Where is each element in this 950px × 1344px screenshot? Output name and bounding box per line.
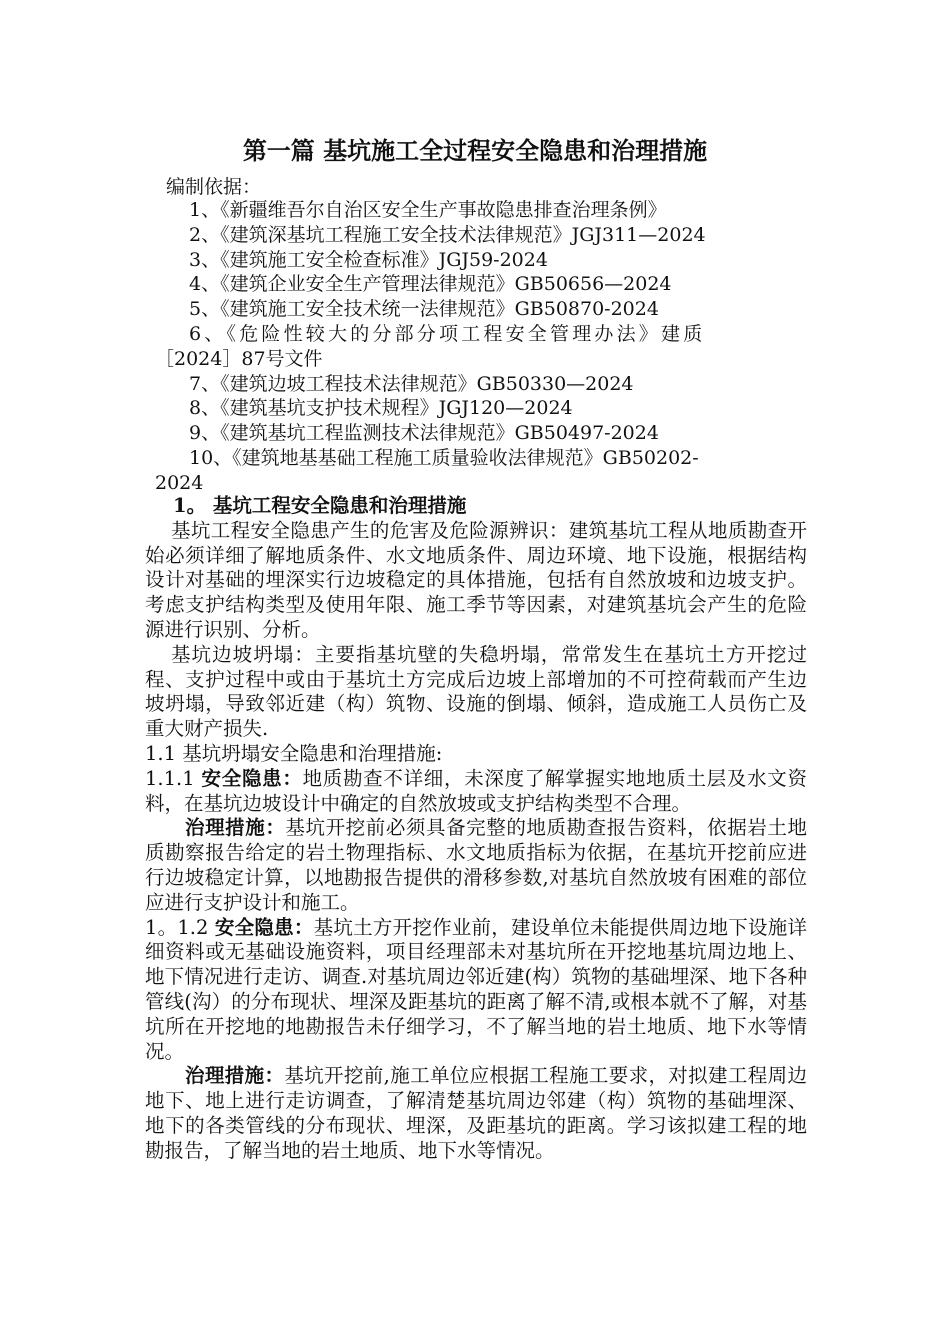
reference-item: 8、《建筑基坑支护技术规程》JGJ120—2024 xyxy=(189,397,573,420)
item-number: 1.1.1 xyxy=(145,766,202,790)
reference-item: 4、《建筑企业安全生产管理法律规范》GB50656—2024 xyxy=(189,273,672,296)
reference-item-continuation: ［2024］87号文件 xyxy=(155,347,323,370)
document-body xyxy=(145,494,807,1164)
hazard-text: 地质勘查不详细，未深度了解掌握实地地质土层及水文资料，在基坑边坡设计中确定的自然放坡或支护结构类型不合理。 xyxy=(145,766,807,815)
measure-text: 基坑开挖前必须具备完整的地质勘查报告资料，依据岩土地质勘察报告给定的岩土物理指标、水文地质指标为依据，在基坑开挖前应进行边坡稳定计算，以地勘报告提供的滑移参数,对基坑自然放坡有困难的部位应进行支护设计和施工。 xyxy=(145,816,807,914)
hazard-label: 安全隐患： xyxy=(214,915,314,939)
hazard-1-1-2 xyxy=(145,916,807,1065)
reference-item: 3、《建筑施工安全检查标准》JGJ59-2024 xyxy=(189,248,548,271)
measure-label: 治理措施： xyxy=(185,816,286,840)
reference-item: 7、《建筑边坡工程技术法律规范》GB50330—2024 xyxy=(189,372,634,395)
paragraph-slope-collapse: 基坑边坡坍塌：主要指基坑壁的失稳坍塌，常常发生在基坑土方开挖过程、支护过程中或由于基坑土方完成后边坡上部增加的不可控荷载而产生边坡坍塌，导致邻近建（构）筑物、设施的倒塌、倾斜，造成施工人员伤亡及重大财产损失. xyxy=(145,642,807,741)
paragraph-hazard-identification: 基坑工程安全隐患产生的危害及危险源辨识：建筑基坑工程从地质勘查开始必须详细了解地质条件、水文地质条件、周边环境、地下设施，根据结构设计对基础的埋深实行边坡稳定的具体措施，包括有自然放坡和边坡支护。考虑支护结构类型及使用年限、施工季节等因素，对建筑基坑会产生的危险源进行识别、分析。 xyxy=(145,518,807,641)
hazard-text: 基坑土方开挖作业前，建设单位未能提供周边地下设施详细资料或无基础设施资料，项目经理部未对基坑所在开挖地基坑周边地上、地下情况进行走访、调查.对基坑周边邻近建(构）筑物的基础埋深、地下各种管线(沟）的分布现状、埋深及距基坑的距离了解不清,或根本就不了解，对基坑所在开挖地的地勘报告未仔细学习，不了解当地的岩土地质、地下水等情况。 xyxy=(145,915,807,1063)
reference-list xyxy=(145,198,805,496)
item-number: 1。1.2 xyxy=(145,915,215,939)
reference-item-line: 6、《危险性较大的分部分项工程安全管理办法》建质 xyxy=(189,322,706,345)
subsection-heading: 1.1 基坑坍塌安全隐患和治理措施: xyxy=(145,741,443,765)
reference-item-continuation: 2024 xyxy=(155,471,204,494)
hazard-label: 安全隐患： xyxy=(201,766,303,790)
basis-label: 编制依据： xyxy=(166,176,262,198)
document-title: 第一篇 基坑施工全过程安全隐患和治理措施 xyxy=(242,136,708,165)
measure-1-1-1 xyxy=(145,816,807,915)
measure-1-1-2 xyxy=(145,1064,807,1163)
reference-item: 9、《建筑基坑工程监测技术法律规范》GB50497-2024 xyxy=(189,422,659,445)
reference-item xyxy=(145,322,805,372)
reference-item xyxy=(145,446,805,496)
measure-label: 治理措施： xyxy=(185,1064,285,1088)
section-heading: 1。 基坑工程安全隐患和治理措施 xyxy=(173,494,467,517)
reference-item-line: 10、《建筑地基基础工程施工质量验收法律规范》GB50202- xyxy=(189,446,699,469)
reference-item: 1、《新疆维吾尔自治区安全生产事故隐患排查治理条例》 xyxy=(189,199,667,221)
measure-text: 基坑开挖前,施工单位应根据工程施工要求，对拟建工程周边地下、地上进行走访调查，了解清楚基坑周边邻建（构）筑物的基础埋深、地下的各类管线的分布现状、埋深，及距基坑的距离。学习该拟建工程的地勘报告，了解当地的岩土地质、地下水等情况。 xyxy=(145,1064,807,1162)
reference-item: 2、《建筑深基坑工程施工安全技术法律规范》JGJ311—2024 xyxy=(189,223,706,246)
reference-item: 5、《建筑施工安全技术统一法律规范》GB50870-2024 xyxy=(189,298,659,321)
hazard-1-1-1 xyxy=(145,767,807,817)
